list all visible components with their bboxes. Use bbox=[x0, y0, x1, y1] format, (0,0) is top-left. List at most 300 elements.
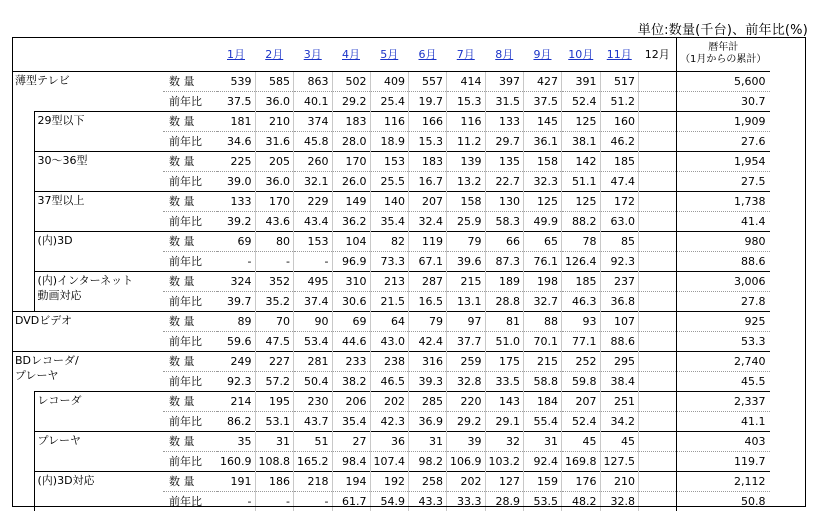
value-cell-empty bbox=[639, 132, 677, 152]
indent-cell bbox=[12, 252, 34, 272]
value-cell: 47.5 bbox=[255, 332, 294, 352]
value-cell: 92.3 bbox=[600, 252, 639, 272]
value-cell: 295 bbox=[600, 352, 639, 372]
value-cell: 44.6 bbox=[332, 332, 370, 352]
value-cell-empty bbox=[639, 352, 677, 372]
value-cell: 43.6 bbox=[255, 212, 294, 232]
value-cell: 85 bbox=[600, 232, 639, 252]
indent-cell bbox=[12, 132, 34, 152]
value-cell-empty bbox=[639, 292, 677, 312]
value-cell: 35 bbox=[217, 432, 255, 452]
value-cell: 185 bbox=[562, 272, 601, 292]
value-cell: 539 bbox=[217, 72, 255, 92]
value-cell: 28.0 bbox=[332, 132, 370, 152]
value-cell: 32.7 bbox=[524, 292, 562, 312]
value-cell: 37.4 bbox=[294, 292, 333, 312]
value-cell: 45 bbox=[600, 432, 639, 452]
value-cell: 29.7 bbox=[485, 132, 524, 152]
value-cell: 210 bbox=[600, 472, 639, 492]
value-cell-empty bbox=[639, 392, 677, 412]
metric-label: 数 量 bbox=[163, 272, 217, 292]
value-cell: 51 bbox=[294, 432, 333, 452]
metric-label: 数 量 bbox=[163, 392, 217, 412]
value-cell: 127 bbox=[485, 472, 524, 492]
indent-cell bbox=[12, 112, 34, 132]
value-cell: 31 bbox=[524, 432, 562, 452]
value-cell: 92.4 bbox=[524, 452, 562, 472]
metric-label: 前年比 bbox=[163, 452, 217, 472]
value-cell: 191 bbox=[217, 472, 255, 492]
value-cell: 26.0 bbox=[332, 172, 370, 192]
value-cell: 38.2 bbox=[332, 372, 370, 392]
value-cell: 39.2 bbox=[217, 212, 255, 232]
value-cell: 16.7 bbox=[409, 172, 447, 192]
value-cell-empty bbox=[639, 92, 677, 112]
value-cell: 427 bbox=[524, 72, 562, 92]
value-cell: 225 bbox=[217, 152, 255, 172]
value-cell: 50.4 bbox=[294, 372, 333, 392]
category-label-line: プレーヤ bbox=[15, 368, 160, 383]
total-cell: 3,006 bbox=[677, 272, 770, 292]
value-cell: 80 bbox=[255, 232, 294, 252]
metric-label: 前年比 bbox=[163, 212, 217, 232]
value-cell: 45 bbox=[562, 432, 601, 452]
value-cell: 28.9 bbox=[485, 492, 524, 511]
value-cell: 207 bbox=[562, 392, 601, 412]
value-cell: 77.1 bbox=[562, 332, 601, 352]
month-link-7[interactable]: 7月 bbox=[457, 48, 475, 61]
value-cell: 69 bbox=[217, 232, 255, 252]
value-cell: 87.3 bbox=[485, 252, 524, 272]
value-cell: 160.9 bbox=[217, 452, 255, 472]
table-row bbox=[12, 192, 770, 212]
month-link-5[interactable]: 5月 bbox=[380, 48, 398, 61]
value-cell: 104 bbox=[332, 232, 370, 252]
value-cell: 140 bbox=[370, 192, 409, 212]
total-cell: 27.6 bbox=[677, 132, 770, 152]
value-cell: 39.7 bbox=[217, 292, 255, 312]
subcategory-label bbox=[34, 272, 163, 312]
value-cell: 252 bbox=[562, 352, 601, 372]
value-cell: 48.2 bbox=[562, 492, 601, 511]
value-cell-empty bbox=[639, 492, 677, 511]
metric-label: 前年比 bbox=[163, 172, 217, 192]
table-row bbox=[12, 352, 770, 372]
value-cell: 391 bbox=[562, 72, 601, 92]
value-cell: 184 bbox=[524, 392, 562, 412]
value-cell: 22.7 bbox=[485, 172, 524, 192]
subcategory-label-line: 29型以下 bbox=[38, 113, 161, 128]
month-link-2[interactable]: 2月 bbox=[265, 48, 283, 61]
indent-cell bbox=[12, 432, 34, 452]
subcategory-label-line: レコーダ bbox=[38, 393, 161, 408]
value-cell: 53.4 bbox=[294, 332, 333, 352]
value-cell: - bbox=[255, 492, 294, 511]
value-cell: 88.6 bbox=[600, 332, 639, 352]
value-cell: - bbox=[217, 252, 255, 272]
value-cell: 230 bbox=[294, 392, 333, 412]
value-cell: 133 bbox=[485, 112, 524, 132]
value-cell: 36.2 bbox=[332, 212, 370, 232]
total-cell: 1,954 bbox=[677, 152, 770, 172]
value-cell: 82 bbox=[370, 232, 409, 252]
value-cell-empty bbox=[639, 192, 677, 212]
subcategory-label-line: (内)3D対応 bbox=[38, 473, 161, 488]
value-cell: 176 bbox=[562, 472, 601, 492]
value-cell: 502 bbox=[332, 72, 370, 92]
value-cell: 11.2 bbox=[447, 132, 486, 152]
subcategory-label bbox=[34, 432, 163, 472]
value-cell: 107.4 bbox=[370, 452, 409, 472]
value-cell: 125 bbox=[562, 192, 601, 212]
value-cell: 170 bbox=[332, 152, 370, 172]
metric-label: 前年比 bbox=[163, 412, 217, 432]
month-header-cell bbox=[255, 37, 294, 72]
value-cell: 175 bbox=[485, 352, 524, 372]
value-cell: 195 bbox=[255, 392, 294, 412]
value-cell: 51.1 bbox=[562, 172, 601, 192]
value-cell-empty bbox=[639, 272, 677, 292]
total-header bbox=[677, 37, 770, 72]
metric-label: 数 量 bbox=[163, 72, 217, 92]
value-cell: 30.6 bbox=[332, 292, 370, 312]
value-cell-empty bbox=[639, 432, 677, 452]
total-cell: 403 bbox=[677, 432, 770, 452]
value-cell: 76.1 bbox=[524, 252, 562, 272]
subcategory-label-line: (内)インターネット bbox=[38, 273, 161, 288]
value-cell: 40.1 bbox=[294, 92, 333, 112]
value-cell: 93 bbox=[562, 312, 601, 332]
value-cell: 185 bbox=[600, 152, 639, 172]
value-cell-empty bbox=[639, 212, 677, 232]
month-header-cell bbox=[409, 37, 447, 72]
value-cell: 159 bbox=[524, 472, 562, 492]
month-header-12: 12月 bbox=[639, 37, 677, 72]
table-row bbox=[12, 232, 770, 252]
value-cell: 249 bbox=[217, 352, 255, 372]
unit-note: 単位:数量(千台)、前年比(%) bbox=[638, 19, 808, 38]
table-row bbox=[12, 472, 770, 492]
indent-cell bbox=[12, 272, 34, 292]
total-cell: 1,909 bbox=[677, 112, 770, 132]
table-row bbox=[12, 112, 770, 132]
value-cell: 79 bbox=[409, 312, 447, 332]
month-link-3[interactable]: 3月 bbox=[304, 48, 322, 61]
value-cell: 227 bbox=[255, 352, 294, 372]
indent-cell bbox=[12, 152, 34, 172]
value-cell: 160 bbox=[600, 112, 639, 132]
value-cell: 98.4 bbox=[332, 452, 370, 472]
value-cell: 32 bbox=[485, 432, 524, 452]
value-cell: 153 bbox=[294, 232, 333, 252]
value-cell: 260 bbox=[294, 152, 333, 172]
value-cell: 69 bbox=[332, 312, 370, 332]
value-cell: 198 bbox=[524, 272, 562, 292]
value-cell: 35.2 bbox=[255, 292, 294, 312]
value-cell: 52.4 bbox=[562, 412, 601, 432]
indent-cell bbox=[12, 392, 34, 412]
total-cell: 88.6 bbox=[677, 252, 770, 272]
value-cell: 90 bbox=[294, 312, 333, 332]
value-cell: 37.5 bbox=[217, 92, 255, 112]
value-cell: 43.4 bbox=[294, 212, 333, 232]
value-cell: 21.5 bbox=[370, 292, 409, 312]
total-cell: 53.3 bbox=[677, 332, 770, 352]
value-cell-empty bbox=[639, 72, 677, 92]
subcategory-label-line: 30～36型 bbox=[38, 153, 161, 168]
value-cell: 202 bbox=[447, 472, 486, 492]
value-cell: 143 bbox=[485, 392, 524, 412]
value-cell: 79 bbox=[447, 232, 486, 252]
value-cell: 149 bbox=[332, 192, 370, 212]
month-link-1[interactable]: 1月 bbox=[227, 48, 245, 61]
value-cell: 133 bbox=[217, 192, 255, 212]
value-cell: 18.9 bbox=[370, 132, 409, 152]
value-cell: 59.6 bbox=[217, 332, 255, 352]
value-cell: 88 bbox=[524, 312, 562, 332]
value-cell: 103.2 bbox=[485, 452, 524, 472]
value-cell: 45.8 bbox=[294, 132, 333, 152]
month-header-cell bbox=[485, 37, 524, 72]
value-cell: 86.2 bbox=[217, 412, 255, 432]
value-cell: 66 bbox=[485, 232, 524, 252]
value-cell-empty bbox=[639, 472, 677, 492]
value-cell: 36 bbox=[370, 432, 409, 452]
value-cell: 52.4 bbox=[562, 92, 601, 112]
value-cell: 166 bbox=[409, 112, 447, 132]
indent-cell bbox=[12, 492, 34, 511]
value-cell: 258 bbox=[409, 472, 447, 492]
value-cell: 31.6 bbox=[255, 132, 294, 152]
value-cell: 414 bbox=[447, 72, 486, 92]
subcategory-label bbox=[34, 232, 163, 272]
value-cell: 229 bbox=[294, 192, 333, 212]
total-cell: 27.5 bbox=[677, 172, 770, 192]
value-cell: 58.8 bbox=[524, 372, 562, 392]
value-cell-empty bbox=[639, 332, 677, 352]
value-cell: 92.3 bbox=[217, 372, 255, 392]
month-link-11[interactable]: 11月 bbox=[607, 48, 632, 61]
value-cell: 35.4 bbox=[370, 212, 409, 232]
value-cell: 33.3 bbox=[447, 492, 486, 511]
value-cell: 53.5 bbox=[524, 492, 562, 511]
value-cell: 220 bbox=[447, 392, 486, 412]
category-label bbox=[12, 312, 163, 352]
value-cell: 36.8 bbox=[600, 292, 639, 312]
value-cell: 97 bbox=[447, 312, 486, 332]
value-cell: 352 bbox=[255, 272, 294, 292]
value-cell: 36.1 bbox=[524, 132, 562, 152]
value-cell: 206 bbox=[332, 392, 370, 412]
value-cell: 281 bbox=[294, 352, 333, 372]
value-cell: 259 bbox=[447, 352, 486, 372]
value-cell-empty bbox=[639, 312, 677, 332]
subcategory-label-line: 動画対応 bbox=[38, 288, 161, 303]
value-cell: 43.7 bbox=[294, 412, 333, 432]
value-cell: 57.2 bbox=[255, 372, 294, 392]
value-cell: 158 bbox=[447, 192, 486, 212]
value-cell: 194 bbox=[332, 472, 370, 492]
month-link-10[interactable]: 10月 bbox=[568, 48, 593, 61]
value-cell: 38.4 bbox=[600, 372, 639, 392]
value-cell: 557 bbox=[409, 72, 447, 92]
value-cell: 25.5 bbox=[370, 172, 409, 192]
value-cell-empty bbox=[639, 172, 677, 192]
value-cell: 88.2 bbox=[562, 212, 601, 232]
value-cell: 142 bbox=[562, 152, 601, 172]
value-cell: 251 bbox=[600, 392, 639, 412]
category-label-line: DVDビデオ bbox=[15, 313, 160, 328]
value-cell-empty bbox=[639, 232, 677, 252]
value-cell: 42.3 bbox=[370, 412, 409, 432]
value-cell: 34.6 bbox=[217, 132, 255, 152]
value-cell: 46.3 bbox=[562, 292, 601, 312]
table-body bbox=[12, 37, 770, 511]
value-cell: 165.2 bbox=[294, 452, 333, 472]
total-header-line-2: （1月からの累計） bbox=[680, 54, 767, 66]
value-cell: 207 bbox=[409, 192, 447, 212]
value-cell: 39.0 bbox=[217, 172, 255, 192]
value-cell: 215 bbox=[524, 352, 562, 372]
value-cell: 324 bbox=[217, 272, 255, 292]
value-cell: 39.6 bbox=[447, 252, 486, 272]
value-cell-empty bbox=[639, 252, 677, 272]
metric-label: 数 量 bbox=[163, 472, 217, 492]
indent-cell bbox=[12, 292, 34, 312]
total-cell: 45.5 bbox=[677, 372, 770, 392]
category-label bbox=[12, 72, 163, 112]
table-row bbox=[12, 272, 770, 292]
header-blank-cell bbox=[12, 37, 217, 72]
value-cell: 287 bbox=[409, 272, 447, 292]
value-cell-empty bbox=[639, 372, 677, 392]
metric-label: 数 量 bbox=[163, 232, 217, 252]
total-header-line-1: 暦年計 bbox=[680, 42, 767, 54]
table-row bbox=[12, 72, 770, 92]
indent-cell bbox=[12, 212, 34, 232]
subcategory-label bbox=[34, 152, 163, 192]
value-cell: 31.5 bbox=[485, 92, 524, 112]
value-cell: 70.1 bbox=[524, 332, 562, 352]
month-header-cell bbox=[332, 37, 370, 72]
value-cell: 125 bbox=[562, 112, 601, 132]
value-cell: 67.1 bbox=[409, 252, 447, 272]
total-cell: 5,600 bbox=[677, 72, 770, 92]
value-cell: 51.0 bbox=[485, 332, 524, 352]
value-cell-empty bbox=[639, 152, 677, 172]
value-cell: 106.9 bbox=[447, 452, 486, 472]
value-cell: 107 bbox=[600, 312, 639, 332]
month-link-4[interactable]: 4月 bbox=[342, 48, 360, 61]
metric-label: 数 量 bbox=[163, 192, 217, 212]
total-cell: 50.8 bbox=[677, 492, 770, 511]
value-cell: 31 bbox=[255, 432, 294, 452]
value-cell: 43.0 bbox=[370, 332, 409, 352]
value-cell: 98.2 bbox=[409, 452, 447, 472]
month-header-cell bbox=[294, 37, 333, 72]
value-cell: 39.3 bbox=[409, 372, 447, 392]
value-cell: - bbox=[294, 492, 333, 511]
value-cell: 58.3 bbox=[485, 212, 524, 232]
value-cell: 145 bbox=[524, 112, 562, 132]
total-cell: 1,738 bbox=[677, 192, 770, 212]
value-cell: 89 bbox=[217, 312, 255, 332]
value-cell: 70 bbox=[255, 312, 294, 332]
value-cell: 585 bbox=[255, 72, 294, 92]
sales-table bbox=[12, 37, 770, 511]
value-cell: - bbox=[255, 252, 294, 272]
category-label-line: BDレコーダ/ bbox=[15, 353, 160, 368]
subcategory-label bbox=[34, 112, 163, 152]
metric-label: 数 量 bbox=[163, 112, 217, 132]
value-cell: 55.4 bbox=[524, 412, 562, 432]
value-cell: 63.0 bbox=[600, 212, 639, 232]
total-cell: 2,337 bbox=[677, 392, 770, 412]
value-cell: 39 bbox=[447, 432, 486, 452]
value-cell: 213 bbox=[370, 272, 409, 292]
value-cell: 32.3 bbox=[524, 172, 562, 192]
value-cell: 116 bbox=[447, 112, 486, 132]
subcategory-label bbox=[34, 192, 163, 232]
value-cell: 35.4 bbox=[332, 412, 370, 432]
category-label-line: 薄型テレビ bbox=[15, 73, 160, 88]
value-cell: 189 bbox=[485, 272, 524, 292]
value-cell-empty bbox=[639, 452, 677, 472]
value-cell: 81 bbox=[485, 312, 524, 332]
value-cell: 170 bbox=[255, 192, 294, 212]
category-label bbox=[12, 352, 163, 392]
value-cell: 54.9 bbox=[370, 492, 409, 511]
month-header-cell bbox=[524, 37, 562, 72]
value-cell: 32.1 bbox=[294, 172, 333, 192]
subcategory-label bbox=[34, 472, 163, 511]
total-cell: 980 bbox=[677, 232, 770, 252]
value-cell: 186 bbox=[255, 472, 294, 492]
value-cell: 31 bbox=[409, 432, 447, 452]
month-header-cell bbox=[370, 37, 409, 72]
month-link-9[interactable]: 9月 bbox=[534, 48, 552, 61]
value-cell: 32.8 bbox=[447, 372, 486, 392]
value-cell: 33.5 bbox=[485, 372, 524, 392]
value-cell: 29.1 bbox=[485, 412, 524, 432]
month-link-6[interactable]: 6月 bbox=[419, 48, 437, 61]
value-cell: 36.9 bbox=[409, 412, 447, 432]
total-cell: 2,112 bbox=[677, 472, 770, 492]
indent-cell bbox=[12, 232, 34, 252]
value-cell: 25.4 bbox=[370, 92, 409, 112]
value-cell: 96.9 bbox=[332, 252, 370, 272]
value-cell: 237 bbox=[600, 272, 639, 292]
total-cell: 41.1 bbox=[677, 412, 770, 432]
metric-label: 前年比 bbox=[163, 492, 217, 511]
value-cell: 205 bbox=[255, 152, 294, 172]
metric-label: 前年比 bbox=[163, 252, 217, 272]
month-header-cell bbox=[600, 37, 639, 72]
indent-cell bbox=[12, 172, 34, 192]
table-row bbox=[12, 312, 770, 332]
month-link-8[interactable]: 8月 bbox=[495, 48, 513, 61]
value-cell: 59.8 bbox=[562, 372, 601, 392]
value-cell: 34.2 bbox=[600, 412, 639, 432]
value-cell: 37.7 bbox=[447, 332, 486, 352]
value-cell: 32.4 bbox=[409, 212, 447, 232]
value-cell-empty bbox=[639, 112, 677, 132]
value-cell: 29.2 bbox=[447, 412, 486, 432]
value-cell: 36.0 bbox=[255, 92, 294, 112]
total-cell: 119.7 bbox=[677, 452, 770, 472]
value-cell: 153 bbox=[370, 152, 409, 172]
subcategory-label-line: 37型以上 bbox=[38, 193, 161, 208]
